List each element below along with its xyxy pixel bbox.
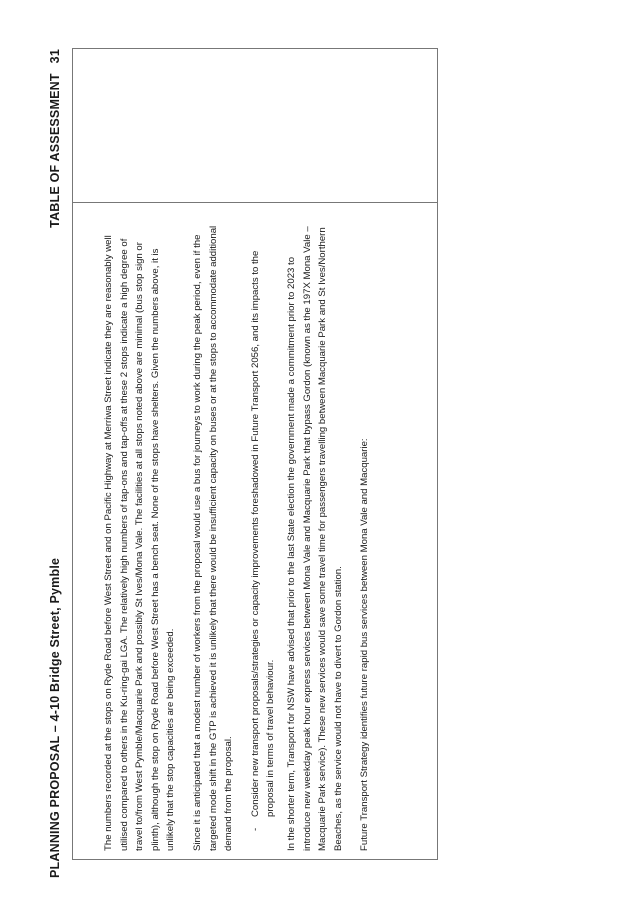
section-title: TABLE OF ASSESSMENT: [48, 73, 62, 228]
section-header: [48, 49, 62, 228]
paragraph-future-transport: Future Transport Strategy identifies future rapid bus services between Mona Vale and Macquarie:: [359, 438, 371, 851]
bullet-marker: -: [249, 827, 261, 831]
paragraph-express-services: In the shorter term, Transport for NSW have advised that prior to the last State election the government made a commitment prior to 2023 to introduce new weekday peak hour express services between Mona Vale and Macquarie Park that bypass Gordon (known as the 197X Mona Vale – Macquarie Park service). These new services would save some travel time for passengers travelling between Macquarie Park and St Ives/Northern Beaches, as the service would not have to divert to Gordon station.: [285, 226, 344, 851]
paragraph-bus-capacity: Since it is anticipated that a modest number of workers from the proposal would use a bus for journeys to work during the peak period, even if the targeted mode shift in the GTP is achieved it is unlikely that there would be insufficient capacity on buses or at the stops to accommodate additional demand from the proposal.: [191, 225, 235, 851]
paragraph-bus-stop-usage: The numbers recorded at the stops on Ryde Road before West Street and on Pacific Highway at Merriwa Street indicate they are reasonably well utilised compared to others in the Ku-ring-gai LGA. The relatively high numbers of tap-ons and tap-offs at these 2 stops indicate a high degree of travel to/from West Pymble/Macquarie Park and possibly St Ives/Mona Vale. The facilities at all stops noted above are minimal (bus stop sign or plinth), although the stop on Ryde Road before West Street has a bench seat. None of the stops have shelters. Given the numbers above, it is unlikely that the stop capacities are being exceeded.: [103, 235, 177, 851]
bullet-text: Consider new transport proposals/strategies or capacity improvements foreshadowed in Future Transport 2056, and its impacts to the proposal in terms of travel behaviour.: [249, 250, 277, 817]
assessment-cell: [101, 216, 384, 851]
column-divider: [73, 202, 437, 203]
page-number: 31: [48, 49, 62, 64]
bullet-item: [248, 216, 279, 851]
document-title: PLANNING PROPOSAL – 4-10 Bridge Street, Pymble: [48, 557, 62, 878]
assessment-table: [72, 48, 438, 860]
